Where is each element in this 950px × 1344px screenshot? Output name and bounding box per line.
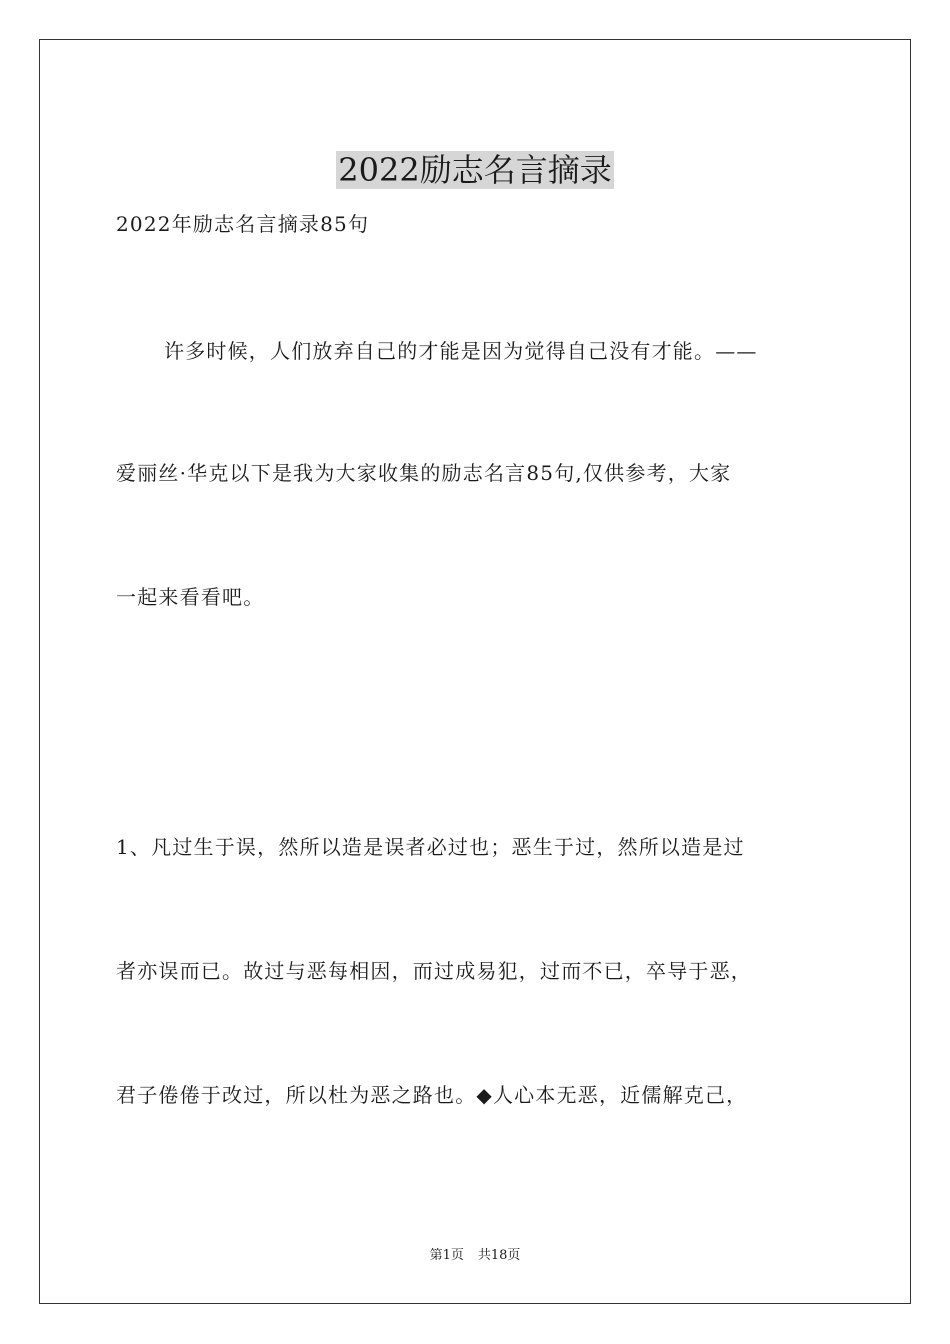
page-number: 第1页 [429, 1248, 464, 1263]
document-title-text: 2022励志名言摘录 [338, 151, 612, 190]
paragraph-line-2: 爱丽丝·华克以下是我为大家收集的励志名言85句,仅供参考，大家 [116, 461, 732, 485]
paragraph-line-4: 1、凡过生于误，然所以造是误者必过也；恶生于过，然所以造是过 [116, 835, 745, 859]
paragraph-line-6: 君子倦倦于改过，所以杜为恶之路也。◆人心本无恶，近儒解克己， [116, 1083, 748, 1107]
document-title [0, 149, 950, 191]
page-footer [0, 1247, 950, 1265]
paragraph-line-3: 一起来看看吧。 [116, 585, 265, 609]
page-total: 共18页 [477, 1248, 521, 1263]
paragraph-line-1: 许多时候，人们放弃自己的才能是因为觉得自己没有才能。—— [164, 339, 758, 363]
document-subtitle: 2022年励志名言摘录85句 [116, 212, 370, 236]
paragraph-line-5: 者亦误而已。故过与恶每相因，而过成易犯，过而不已，卒导于恶， [116, 959, 752, 983]
